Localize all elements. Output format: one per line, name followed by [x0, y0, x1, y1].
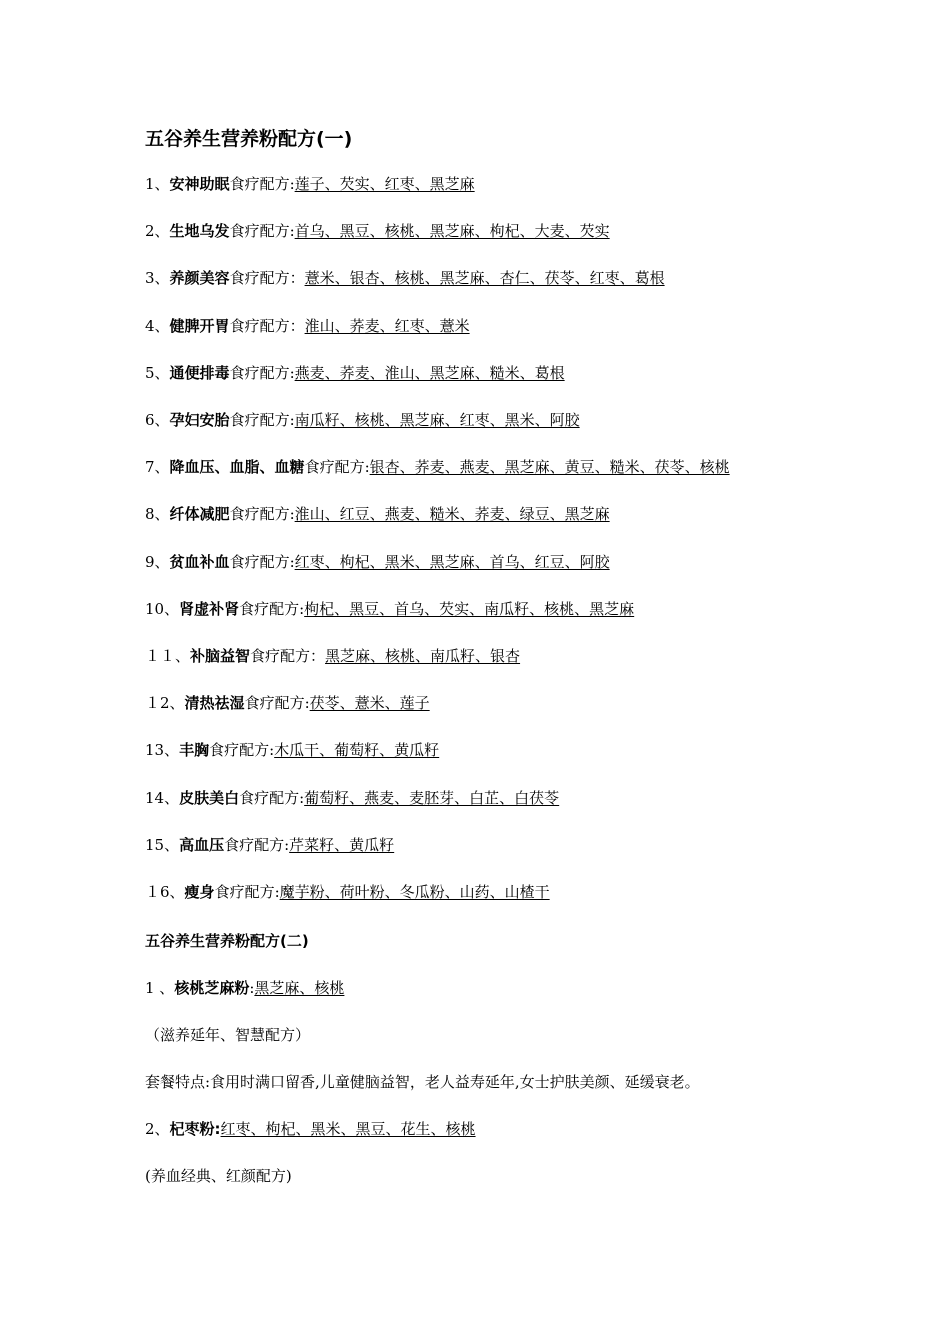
recipe-item — [145, 835, 394, 855]
item-name: 健脾开胃 — [169, 317, 230, 335]
recipe-item — [145, 882, 550, 902]
item-name: 贫血补血 — [169, 553, 230, 571]
item-note: （滋养延年、智慧配方） — [145, 1026, 311, 1044]
item-label: 食疗配方: — [224, 836, 290, 854]
item-name: 核桃芝麻粉 — [174, 979, 250, 997]
item-ingredients: 茯苓、薏米、莲子 — [309, 694, 430, 712]
recipe-item — [145, 316, 470, 336]
section1-title: 五谷养生营养粉配方(一) — [145, 128, 353, 150]
item-name: 孕妇安胎 — [169, 411, 230, 429]
item-number: 13、 — [145, 741, 180, 759]
recipe-item — [145, 268, 665, 288]
item-ingredients: 淮山、红豆、燕麦、糙米、荞麦、绿豆、黑芝麻 — [294, 505, 610, 523]
recipe-item — [145, 552, 610, 572]
item-name: 纤体减肥 — [169, 505, 230, 523]
item-number: 10、 — [145, 600, 180, 618]
item-name: 养颜美容 — [169, 269, 230, 287]
recipe-item — [145, 646, 520, 666]
item-name: 清热祛湿 — [184, 694, 245, 712]
item-name: 瘦身 — [184, 883, 215, 901]
item-label: 食疗配方: — [304, 458, 370, 476]
recipe-item-jujube — [145, 1119, 476, 1139]
item-ingredients: 首乌、黑豆、核桃、黑芝麻、枸杞、大麦、芡实 — [294, 222, 610, 240]
item-label: 食疗配方： — [229, 269, 305, 287]
recipe-item — [145, 363, 565, 383]
recipe-item — [145, 504, 610, 524]
item-name: 皮肤美白 — [179, 789, 240, 807]
item-ingredients: 莲子、芡实、红枣、黑芝麻 — [294, 175, 475, 193]
recipe-item — [145, 599, 634, 619]
recipe-item — [145, 174, 475, 194]
item-ingredients: 魔芋粉、荷叶粉、冬瓜粉、山药、山楂干 — [279, 883, 550, 901]
item-ingredients: 葡萄籽、燕麦、麦胚芽、白芷、白茯苓 — [304, 789, 560, 807]
item-number: 1、 — [145, 175, 170, 193]
item-name: 丰胸 — [179, 741, 210, 759]
item-number: 2、 — [145, 222, 170, 240]
recipe-item — [145, 740, 439, 760]
item-label: 食疗配方: — [229, 364, 295, 382]
item-feature: 套餐特点:食用时满口留香,儿童健脑益智，老人益寿延年,女士护肤美颜、延缓衰老。 — [145, 1073, 700, 1091]
item-number: １6、 — [145, 883, 185, 901]
item-number: 7、 — [145, 458, 170, 476]
item-label: 食疗配方: — [229, 175, 295, 193]
item-number: 4、 — [145, 317, 170, 335]
item-number: 1 、 — [145, 979, 175, 997]
item-label: 食疗配方: — [229, 222, 295, 240]
item-name: 通便排毒 — [169, 364, 230, 382]
item-label: 食疗配方: — [214, 883, 280, 901]
item-label: 食疗配方: — [229, 553, 295, 571]
item-ingredients: 黑芝麻、核桃、南瓜籽、银杏 — [325, 647, 521, 665]
recipe-item — [145, 457, 730, 477]
item-ingredients: 红枣、枸杞、黑米、黑豆、花生、核桃 — [220, 1120, 476, 1138]
item-name: 高血压 — [179, 836, 225, 854]
item-label: 食疗配方: — [244, 694, 310, 712]
recipe-item-walnut-sesame — [145, 978, 344, 998]
item-number: 15、 — [145, 836, 180, 854]
item-name: 杞枣粉: — [169, 1120, 221, 1138]
item-ingredients: 芹菜籽、黄瓜籽 — [289, 836, 395, 854]
item-number: １１、 — [145, 647, 191, 665]
recipe-item — [145, 788, 559, 808]
item-label: 食疗配方： — [229, 317, 305, 335]
recipe-item — [145, 221, 610, 241]
item-ingredients: 银杏、荞麦、燕麦、黑芝麻、黄豆、糙米、茯苓、核桃 — [369, 458, 730, 476]
item-label: 食疗配方: — [229, 505, 295, 523]
item-name: 降血压、血脂、血糖 — [169, 458, 305, 476]
item-note: (养血经典、红颜配方) — [145, 1167, 292, 1185]
item-label: 食疗配方： — [250, 647, 326, 665]
item-label: : — [249, 979, 255, 997]
item-ingredients: 黑芝麻、核桃 — [254, 979, 345, 997]
item-name: 补脑益智 — [190, 647, 251, 665]
item-ingredients: 燕麦、荞麦、淮山、黑芝麻、糙米、葛根 — [294, 364, 565, 382]
item-number: １2、 — [145, 694, 185, 712]
item-ingredients: 薏米、银杏、核桃、黑芝麻、杏仁、茯苓、红枣、葛根 — [304, 269, 665, 287]
item-label: 食疗配方: — [209, 741, 275, 759]
item-ingredients: 淮山、荞麦、红枣、薏米 — [304, 317, 470, 335]
section2-title: 五谷养生营养粉配方(二) — [145, 932, 309, 950]
item-label: 食疗配方: — [229, 411, 295, 429]
item-label: 食疗配方: — [239, 600, 305, 618]
item-number: 8、 — [145, 505, 170, 523]
recipe-item — [145, 410, 580, 430]
item-number: 6、 — [145, 411, 170, 429]
item-ingredients: 红枣、枸杞、黑米、黑芝麻、首乌、红豆、阿胶 — [294, 553, 610, 571]
item-name: 安神助眠 — [169, 175, 230, 193]
item-number: 9、 — [145, 553, 170, 571]
item-number: 14、 — [145, 789, 180, 807]
item-ingredients: 南瓜籽、核桃、黑芝麻、红枣、黑米、阿胶 — [294, 411, 580, 429]
recipe-item — [145, 693, 430, 713]
item-number: 5、 — [145, 364, 170, 382]
item-name: 肾虚补肾 — [179, 600, 240, 618]
item-number: 3、 — [145, 269, 170, 287]
item-name: 生地乌发 — [169, 222, 230, 240]
item-ingredients: 木瓜干、葡萄籽、黄瓜籽 — [274, 741, 440, 759]
item-label: 食疗配方: — [239, 789, 305, 807]
item-ingredients: 枸杞、黑豆、首乌、芡实、南瓜籽、核桃、黑芝麻 — [304, 600, 635, 618]
item-number: 2、 — [145, 1120, 170, 1138]
